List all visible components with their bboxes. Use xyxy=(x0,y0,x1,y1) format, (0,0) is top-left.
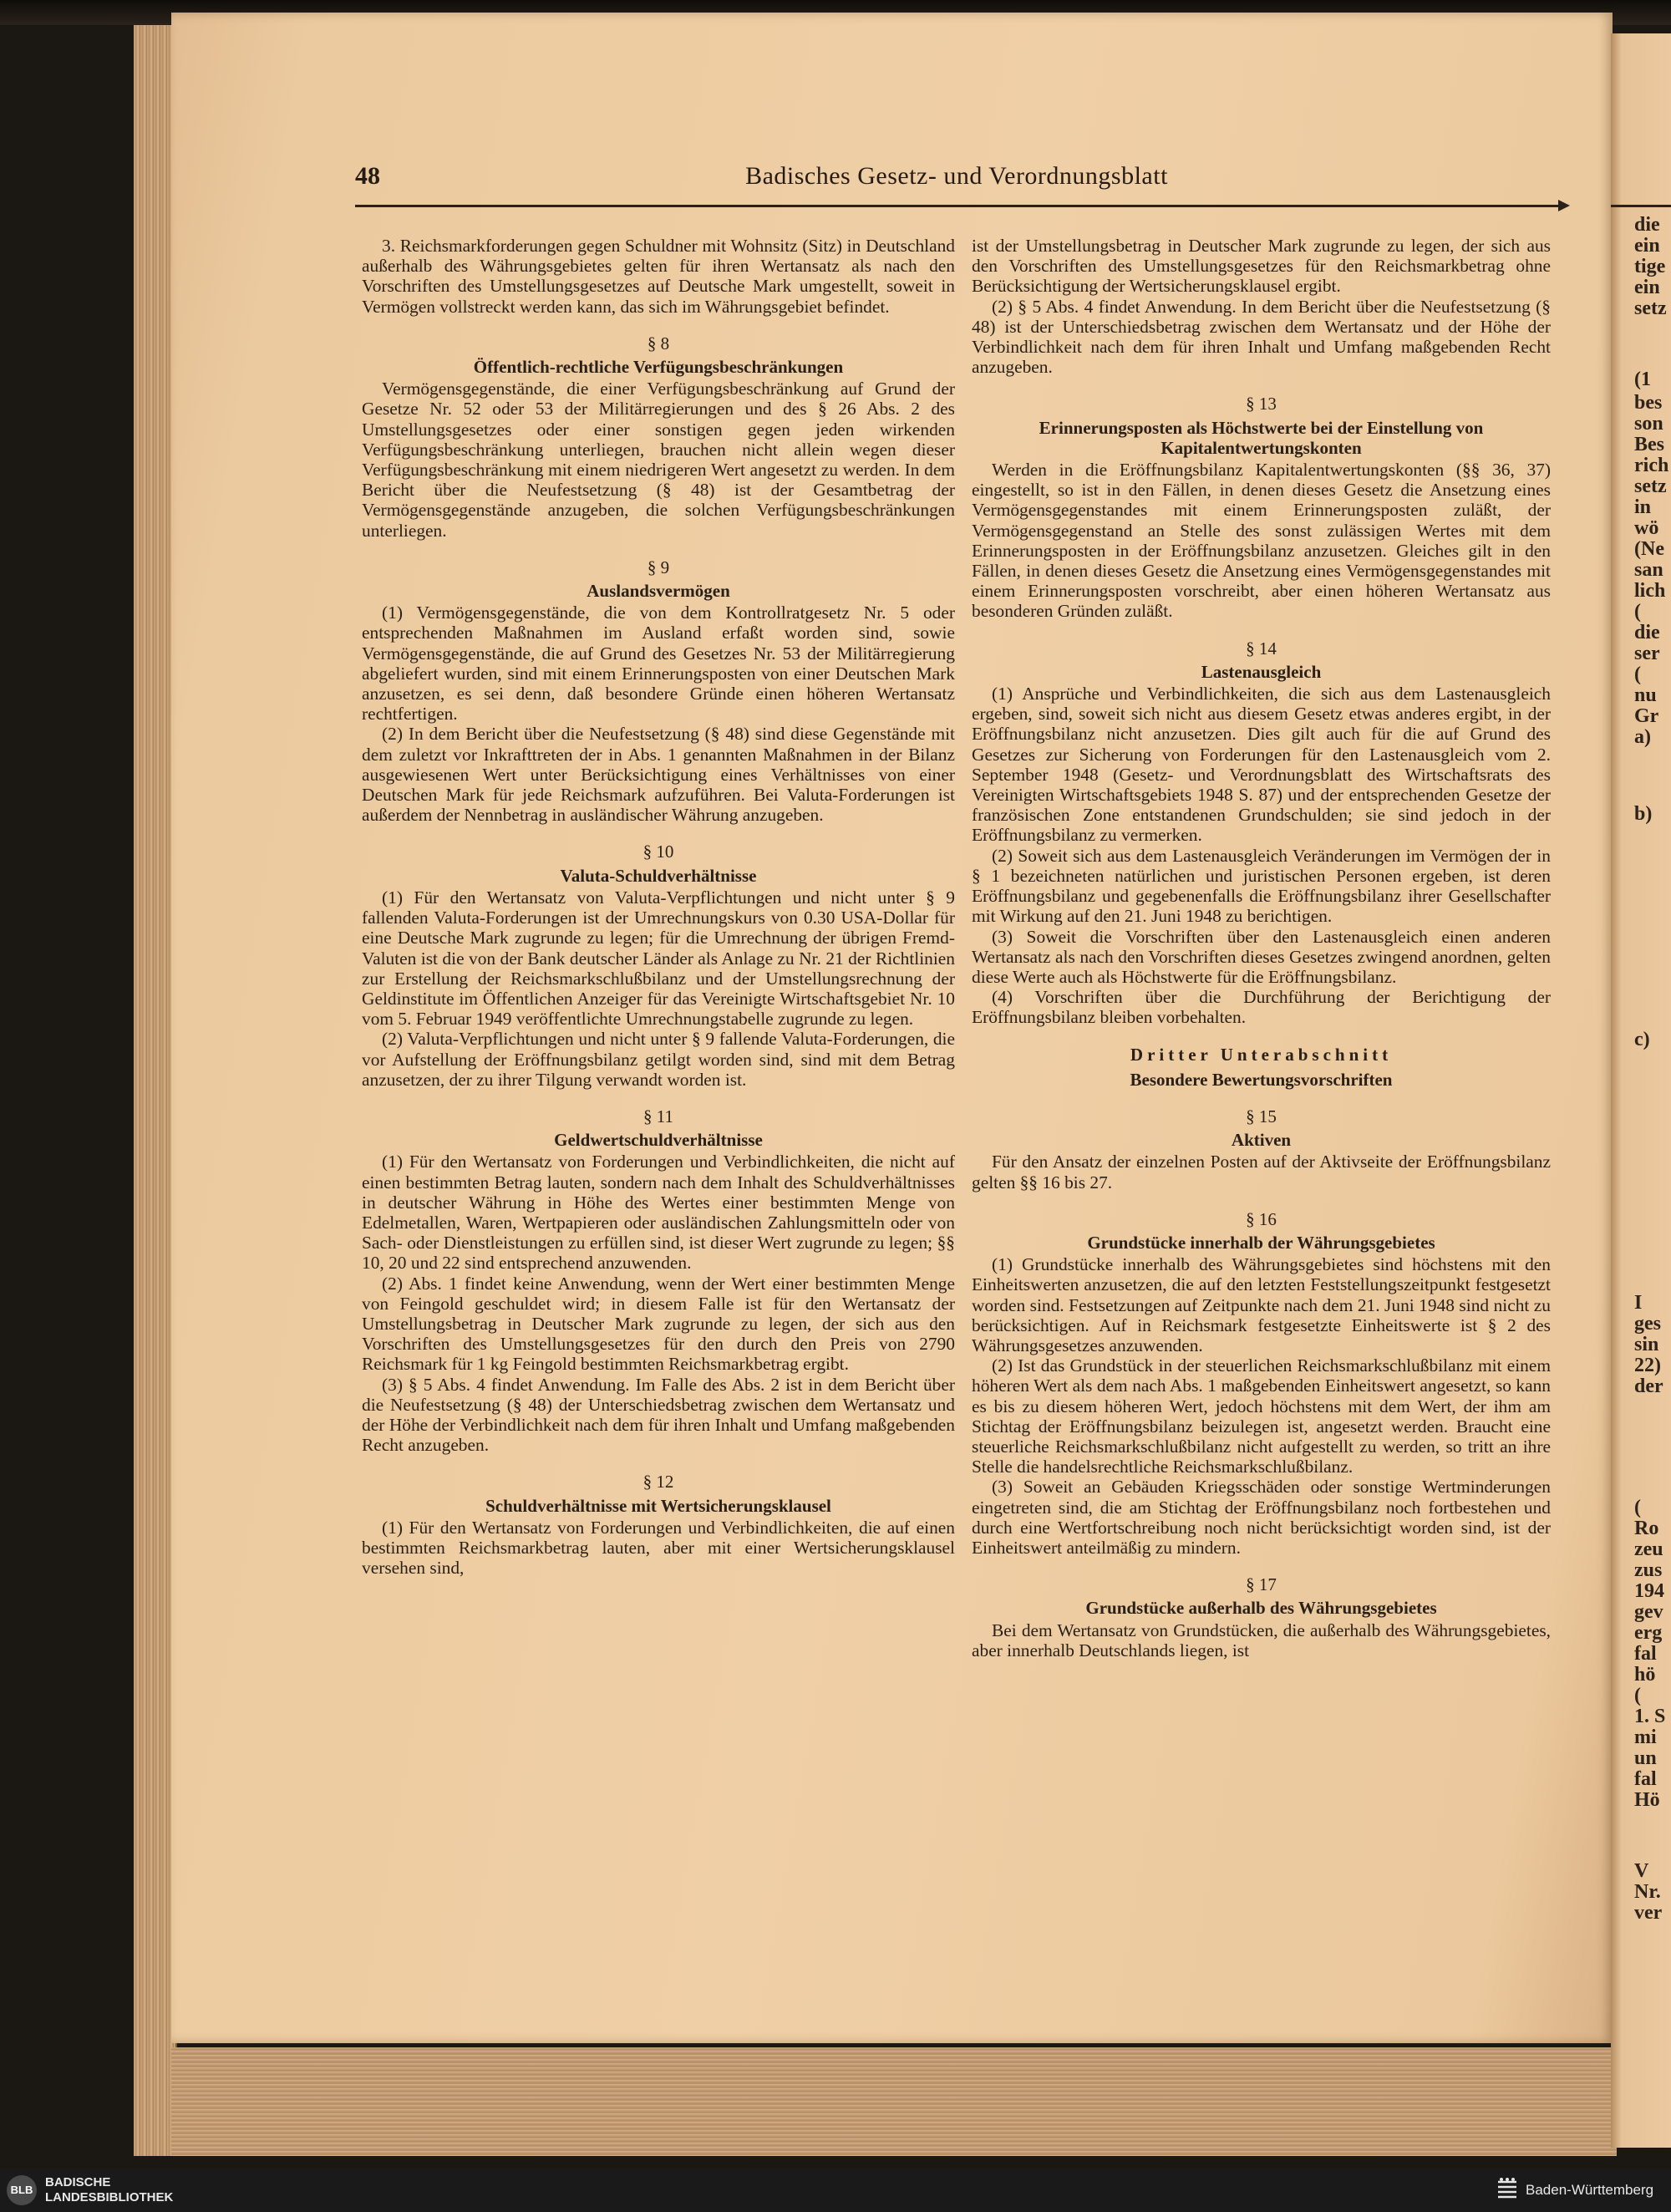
section-sign-8: § 8 xyxy=(647,333,670,353)
next-page-fragment: ges xyxy=(1634,1313,1661,1335)
next-page-fragment: die xyxy=(1634,622,1660,643)
section-14-paragraph-3: (3) Soweit die Vorschriften über den Lastenausgleich einen anderen Wertansatz als nach den Vorschriften dieses Gesetzes zwingend anordnen, gelten diese Werte auch als Höchstwerte für die Eröffnungsbilanz. xyxy=(972,926,1551,987)
section-sign-9: § 9 xyxy=(647,557,670,577)
intro-paragraph: 3. Reichsmarkforderungen gegen Schuldner mit Wohnsitz (Sitz) in Deutschland außerhalb des Währungsgebietes gelten für ihren Wertansatz als nach den Vorschriften des Umstellungsgesetzes auf Deutsche Mark umgestellt, soweit in Vermögen vollstreckt werden kann, das sich im Währungsgebiet befindet. xyxy=(362,236,955,317)
section-14-paragraph-2: (2) Soweit sich aus dem Lastenausgleich Veränderungen im Vermögen der in § 1 bezeichneten natürlichen und juristischen Personen ergeben, ist deren Eröffnungsbilanz und gegebenenfalls die Eröffnungsbilanz ihrer Gesellschafter mit Wirkung auf den 21. Juni 1948 zu berichtigen. xyxy=(972,845,1551,927)
next-page-fragment: 22) xyxy=(1634,1355,1661,1376)
section-title-15: Aktiven xyxy=(1231,1130,1292,1151)
section-9-paragraph-1: (1) Vermögensgegenstände, die von dem Kontrollratgesetz Nr. 5 oder entsprechenden Maßnahmen im Ausland erfaßt worden sind, sowie Vermögensgegenstände, die auf Grund des Gesetzes Nr. 53 der Militärregierung abgeliefert wurden, sind mit einem Erinnerungsposten von einer Deutschen Mark anzusetzen, es sei denn, daß besondere Gründe einen höheren Wertansatz rechtfertigen. xyxy=(362,603,955,725)
baden-wuerttemberg-label: Baden-Württemberg xyxy=(1526,2182,1654,2198)
next-page-fragment: c) xyxy=(1634,1029,1650,1050)
section-9-paragraph-2: (2) In dem Bericht über die Neufestsetzung (§ 48) sind diese Gegenstände mit dem zuletzt vor Inkrafttreten der in Abs. 1 genannten Maßnahmen in der Bilanz ausgewiesenen Wert unter Berücksichtigung eines Verhältnisses von einer Deutschen Mark für jede Reichsmark aufzuführen. Bei Valuta-Forderungen ist außerdem der Nennbetrag in ausländischer Währung anzugeben. xyxy=(362,724,955,826)
next-page-fragment: nu xyxy=(1634,684,1657,706)
section-title-16: Grundstücke innerhalb der Währungsgebietes xyxy=(1087,1232,1435,1253)
footer-bar xyxy=(0,2169,1671,2212)
next-page-fragment: mi xyxy=(1634,1726,1657,1748)
left-column xyxy=(362,236,955,1578)
section-title-10: Valuta-Schuldverhältnisse xyxy=(560,865,757,886)
header-rule xyxy=(355,205,1558,207)
next-page-fragment: b) xyxy=(1634,803,1653,825)
next-page-fragment: erg xyxy=(1634,1622,1663,1644)
next-page-fragment: in xyxy=(1634,496,1652,518)
section-sign-17: § 17 xyxy=(1246,1574,1277,1595)
next-page-fragment: ein xyxy=(1634,277,1660,298)
section-10-paragraph-2: (2) Valuta-Verpflichtungen und nicht unter § 9 fallende Valuta-Forderungen, die vor Aufstellung der Eröffnungsbilanz getilgt worden sind, sind mit dem Betrag anzusetzen, der zu ihrer Tilgung verwandt worden ist. xyxy=(362,1029,955,1090)
next-page-fragment: setz xyxy=(1634,475,1667,497)
section-sign-16: § 16 xyxy=(1246,1208,1277,1229)
section-11-paragraph-1: (1) Für den Wertansatz von Forderungen und Verbindlichkeiten, die nicht auf einen bestimmten Betrag lauten, sondern nach dem Inhalt des Schuldverhältnisses in deutscher Währung in Höhe des Wertes einer bestimmten Menge von Edelmetallen, Waren, Wertpapieren oder ausländischen Zahlungsmitteln oder von Sach- oder Dienstleistungen zu erfüllen sind, ist dieser Wert zugrunde zu legen; §§ 10, 20 und 22 sind entsprechend anzuwenden. xyxy=(362,1152,955,1274)
next-page-fragment: setz xyxy=(1634,297,1667,319)
next-page-fragment: (Ne xyxy=(1634,538,1664,560)
baden-wuerttemberg-emblem-icon xyxy=(1496,2177,1519,2204)
next-page-fragment: son xyxy=(1634,413,1663,435)
next-page-fragment: sin xyxy=(1634,1334,1659,1355)
next-page-fragment: 1. S xyxy=(1634,1706,1666,1727)
page-header xyxy=(355,162,1558,196)
section-title-13: Erinnerungsposten als Höchstwerte bei der Einstellung von Kapitalentwertungskonten xyxy=(1039,417,1484,458)
next-page-fragment: gev xyxy=(1634,1601,1663,1623)
section-16-paragraph-2: (2) Ist das Grundstück in der steuerlichen Reichsmarkschlußbilanz mit einem höheren Wert als dem nach Abs. 1 maßgebenden Einheitswert angesetzt, so kann es bis zu diesem höheren Wert, jedoch höchstens mit dem Wert, der ihm am Stichtag der Eröffnungsbilanz beizulegen ist, angesetzt werden. Braucht eine steuerliche Reichsmarkschlußbilanz nicht aufgestellt zu werden, so tritt an ihre Stelle die handelsrechtliche Reichsmarkschlußbilanz. xyxy=(972,1355,1551,1477)
section-15-paragraph-1: Für den Ansatz der einzelnen Posten auf der Aktivseite der Eröffnungsbilanz gelten §§ 16 bis 27. xyxy=(972,1152,1551,1192)
next-page-fragment: ( xyxy=(1634,1685,1641,1706)
next-page-fragment: lich xyxy=(1634,580,1666,602)
section-title-11: Geldwertschuldverhältnisse xyxy=(554,1130,763,1151)
next-page-fragment: rich xyxy=(1634,455,1669,476)
section-title-12: Schuldverhältnisse mit Wertsicherungsklausel xyxy=(485,1495,831,1516)
next-page-fragment: fal xyxy=(1634,1643,1657,1665)
next-page-fragment: ser xyxy=(1634,643,1660,664)
section-11-paragraph-2: (2) Abs. 1 findet keine Anwendung, wenn der Wert einer bestimmten Menge von Feingold geschuldet wird; in diesem Falle ist für den Wertansatz der Umstellungsbetrag in Deutscher Mark zugrunde zu legen, der sich aus den Vorschriften des Umstellungsgesetzes für den durch den Preis von 2790 Reichsmark für 1 kg Feingold bestimmten Reichsmarkbetrag ergibt. xyxy=(362,1273,955,1375)
section-title-8: Öffentlich-rechtliche Verfügungsbeschränkungen xyxy=(473,357,844,378)
section-14-paragraph-4: (4) Vorschriften über die Durchführung der Berichtigung der Eröffnungsbilanz bleiben vorbehalten. xyxy=(972,987,1551,1028)
section-14-paragraph-1: (1) Ansprüche und Verbindlichkeiten, die sich aus dem Lastenausgleich ergeben, sind, soweit sich nicht aus diesem Gesetz etwas anderes ergibt, in der Eröffnungsbilanz nicht anzusetzen. Dies gilt auch für die auf Grund des Gesetzes zur Sicherung von Forderungen für den Lastenausgleich vom 2. September 1948 (Gesetz- und Verordnungsblatt des Wirtschaftsrats des Vereinigten Wirtschaftsgebiets 1948 S. 87) und der entsprechenden Gesetze der französischen Zone entstandenen Grundschulden; sie sind jedoch in der Eröffnungsbilanz zu vermerken. xyxy=(972,684,1551,846)
next-page-fragment: un xyxy=(1634,1747,1657,1769)
blb-name-line-2: LANDESBIBLIOTHEK xyxy=(45,2190,174,2204)
section-title-14: Lastenausgleich xyxy=(1201,661,1322,682)
publication-title: Badisches Gesetz- und Verordnungsblatt xyxy=(745,162,1168,190)
page-stack-bottom xyxy=(171,2047,1617,2156)
section-sign-13: § 13 xyxy=(1246,394,1277,414)
section-12-paragraph-1: (1) Für den Wertansatz von Forderungen und Verbindlichkeiten, die auf einen bestimmten Reichsmarkbetrag lauten, aber mit einer Wertsicherungsklausel versehen sind, xyxy=(362,1517,955,1579)
next-page-fragment: Hö xyxy=(1634,1789,1660,1811)
section-title-17: Grundstücke außerhalb des Währungsgebietes xyxy=(1085,1598,1437,1619)
section-8-paragraph-1: Vermögensgegenstände, die einer Verfügungsbeschränkung auf Grund der Gesetze Nr. 52 oder 53 der Militärregierungen und des § 26 Abs. 2 des Umstellungsgesetzes oder einer sonstigen gegen jeden wirkenden Verfügungsbeschränkung unterliegen, brauchen nicht allein wegen dieser Verfügungsbeschränkung mit einem niedrigeren Wert angesetzt zu werden. In dem Bericht über die Neufestsetzung (§ 48) ist der Gesamtbetrag der Vermögensgegenstände anzugeben, die solchen Verfügungsbeschränkungen unterliegen. xyxy=(362,379,955,541)
next-page-fragment: ( xyxy=(1634,664,1641,685)
section-sign-10: § 10 xyxy=(642,842,674,862)
next-page-fragment: 194 xyxy=(1634,1580,1664,1602)
next-page-fragment: ein xyxy=(1634,235,1660,257)
section-16-paragraph-1: (1) Grundstücke innerhalb des Währungsgebietes sind höchstens mit den Einheitswerten anzusetzen, die auf den letzten Feststellungszeitpunkt festgesetzt worden sind. Festsetzungen auf Zeitpunkte nach dem 21. Juni 1948 sind nicht zu berücksichtigen. Auf in Reichsmark festgesetzte Einheitswerte ist § 2 des Währungsgesetzes anzuwenden. xyxy=(972,1254,1551,1355)
section-title-9: Auslandsvermögen xyxy=(587,581,730,602)
next-page-fragment: der xyxy=(1634,1376,1663,1397)
next-page-fragment: ver xyxy=(1634,1902,1663,1924)
next-page-header-rule xyxy=(1611,205,1671,207)
next-page-fragment: I xyxy=(1634,1292,1643,1314)
next-page-fragment: Nr. xyxy=(1634,1881,1661,1903)
next-page-fragment: wö xyxy=(1634,517,1659,539)
section-sign-11: § 11 xyxy=(643,1106,673,1126)
next-page-fragment: Bes xyxy=(1634,434,1664,455)
next-page-fragment: ( xyxy=(1634,601,1641,623)
blb-logo-icon: BLB xyxy=(7,2175,37,2205)
continuation-paragraph-2: (2) § 5 Abs. 4 findet Anwendung. In dem Bericht über die Neufestsetzung (§ 48) ist der Unterschiedsbetrag zwischen dem Wertansatz und der Höhe der Verbindlichkeit nach dem für ihren Inhalt und Umfang maßgebenden Recht anzugeben. xyxy=(972,296,1551,378)
next-page-fragment: die xyxy=(1634,214,1660,236)
right-column xyxy=(972,236,1551,1660)
next-page-edge xyxy=(1611,33,1671,2148)
continuation-paragraph: ist der Umstellungsbetrag in Deutscher Mark zugrunde zu legen, der sich aus den Vorschriften des Umstellungsgesetzes für den Reichsmarkbetrag ohne Berücksichtigung der Wertsicherungsklausel ergibt. xyxy=(972,236,1551,297)
next-page-fragment: bes xyxy=(1634,392,1663,414)
next-page-fragment: (1 xyxy=(1634,369,1651,390)
section-sign-15: § 15 xyxy=(1246,1106,1277,1126)
page-number: 48 xyxy=(355,162,380,190)
section-11-paragraph-3: (3) § 5 Abs. 4 findet Anwendung. Im Falle des Abs. 2 ist in dem Bericht über die Neufestsetzung (§ 48) der Unterschiedsbetrag zwischen dem Wertansatz und der Höhe der Verbindlichkeit nach dem für ihren Inhalt und Umfang maßgebenden Recht anzugeben. xyxy=(362,1374,955,1456)
section-sign-12: § 12 xyxy=(642,1472,674,1492)
next-page-fragment: zus xyxy=(1634,1559,1663,1581)
next-page-fragment: a) xyxy=(1634,726,1651,748)
next-page-fragment: hö xyxy=(1634,1664,1656,1686)
section-13-paragraph-1: Werden in die Eröffnungsbilanz Kapitalentwertungskonten (§§ 36, 37) eingestellt, so ist in den Fällen, in denen dieses Gesetz die Ansetzung eines Vermögensgegenstandes mit einem Erinnerungsposten zuläßt, der Vermögensgegenstand an Stelle des sonst zulässigen Wertes mit dem Erinnerungsposten in der Eröffnungsbilanz anzusetzen. Gleiches gilt in den Fällen, in denen dieses Gesetz die Ansetzung eines Vermögensgegenstandes mit einem Erinnerungsposten vorschreibt, aber einen höheren Wertansatz aus besonderen Gründen zuläßt. xyxy=(972,460,1551,622)
blb-name xyxy=(45,2175,173,2205)
next-page-fragment: tige xyxy=(1634,256,1666,277)
section-10-paragraph-1: (1) Für den Wertansatz von Valuta-Verpflichtungen und nicht unter § 9 fallenden Valuta-Forderungen ist der Umrechnungskurs von 0.30 USA-Dollar für eine Deutsche Mark zugrunde zu legen; für die Umrechnung der übrigen Fremd-Valuten ist die von der Bank deutscher Länder als Anlage zu Nr. 21 der Richtlinien zur Erstellung der Reichsmarkschlußbilanz und der Umstellungsrechnung der Geldinstitute im Öffentlichen Anzeiger für das Vereinigte Wirtschaftsgebiet Nr. 10 vom 5. Februar 1949 veröffentlichte Umrechnungstabelle zugrunde zu legen. xyxy=(362,887,955,1030)
next-page-fragment: ( xyxy=(1634,1497,1641,1518)
next-page-fragment: zeu xyxy=(1634,1538,1663,1560)
next-page-fragment: V xyxy=(1634,1860,1649,1882)
subsection-heading: Dritter Unterabschnitt xyxy=(1130,1044,1393,1065)
section-sign-14: § 14 xyxy=(1246,638,1277,659)
next-page-fragment: san xyxy=(1634,559,1663,581)
section-16-paragraph-3: (3) Soweit an Gebäuden Kriegsschäden oder sonstige Wertminderungen eingetreten sind, die am Stichtag der Eröffnungsbilanz noch fortbestehen und durch eine Wertfortschreibung noch nicht berücksichtigt worden sind, ist der Einheitswert anteilmäßig zu mindern. xyxy=(972,1477,1551,1558)
section-17-paragraph-1: Bei dem Wertansatz von Grundstücken, die außerhalb des Währungsgebietes, aber innerhalb Deutschlands liegen, ist xyxy=(972,1620,1551,1660)
next-page-fragment: Gr xyxy=(1634,705,1659,727)
next-page-fragment: Ro xyxy=(1634,1518,1659,1539)
subsection-subtitle: Besondere Bewertungsvorschriften xyxy=(1130,1069,1393,1090)
next-page-fragment: fal xyxy=(1634,1768,1657,1790)
blb-name-line-1: BADISCHE xyxy=(45,2175,111,2189)
